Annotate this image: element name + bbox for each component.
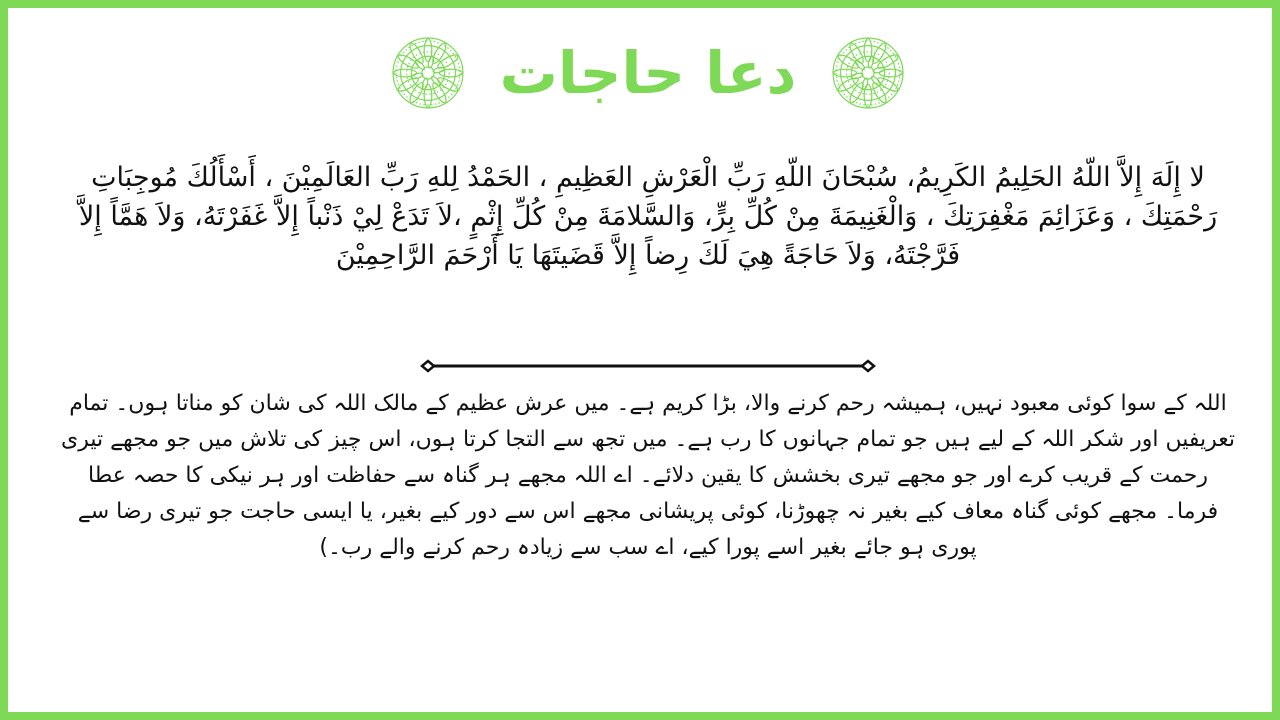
header [8,28,1280,118]
mandala-icon [830,35,906,111]
mandala-icon [390,35,466,111]
page-title: دعا حاجات [499,39,797,107]
diamond-divider [420,358,876,374]
urdu-translation-text: اللہ کے سوا کوئی معبود نہیں، ہمیشہ رحم کرنے والا، بڑا کریم ہے۔ میں عرش عظیم کے مالک اللہ کی شان کو مناتا ہوں۔ تمام تعریفیں اور شکر اللہ کے لیے ہیں جو تمام جہانوں کا رب ہے۔ میں تجھ سے التجا کرتا ہوں، اس چیز کی تلاش میں جو مجھے تیری رحمت کے قریب کرے اور جو مجھے تیری بخشش کا یقین دلائے۔ اے اللہ مجھے ہر گناہ سے حفاظت اور ہر نیکی کا حصہ عطا فرما۔ مجھے کوئی گناہ معاف کیے بغیر نہ چھوڑنا، کوئی پریشانی مجھے اس سے دور کیے بغیر، یا ایسی حاجت جو تیری رضا سے پوری ہو جائے بغیر اسے پورا کیے، اے سب سے زیادہ رحم کرنے والے رب۔) [61,391,1235,560]
dua-arabic-text: لا إِلَهَ إِلاَّ اللّهُ الحَلِيمُ الكَرِيمُ، سُبْحَانَ اللّهِ رَبِّ الْعَرْشِ العَظِيمِ ، الحَمْدُ لِلهِ رَبِّ العَالَمِيْنَ ، أَسْأَلُكَ مُوجِبَاتِ رَحْمَتِكَ ، وَعَزَائِمَ مَغْفِرَتِكَ ، وَالْغَنِيمَةَ مِنْ كُلِّ بِرٍّ، وَالسَّلامَةَ مِنْ كُلِّ إِثْمٍ ،لاَ تَدَعْ لِيْ ذَنْباً إِلاَّ غَفَرْتَهُ، وَلاَ هَمَّاً إِلاَّ فَرَّجْتَهُ، وَلاَ حَاجَةً هِيَ لَكَ رِضاً إِلاَّ قَضَيتَهَا يَا أَرْحَمَ الرَّاحِمِيْنَ [78,162,1218,271]
